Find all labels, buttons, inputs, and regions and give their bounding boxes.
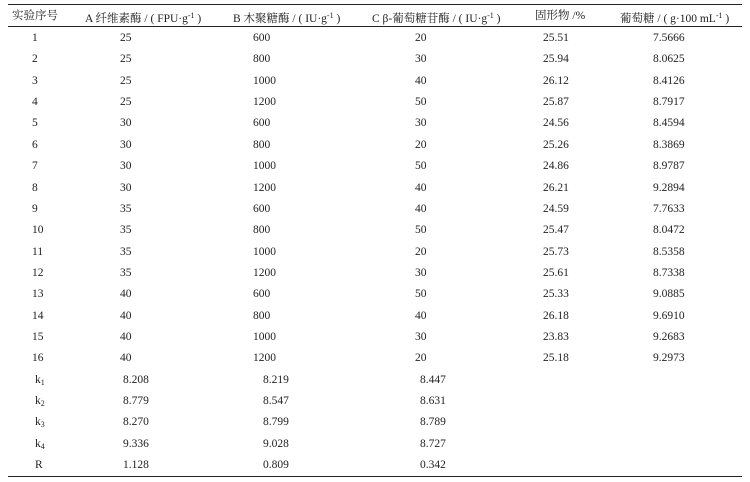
row-solid: 26.21	[543, 181, 569, 194]
summary-cellulase: 9.336	[123, 437, 149, 450]
row-glucosidase: 30	[415, 330, 427, 343]
row-glucosidase: 30	[415, 266, 427, 279]
row-glucosidase: 20	[415, 352, 427, 365]
row-xylanase: 800	[253, 309, 271, 322]
summary-label-text: k	[35, 416, 41, 429]
row-cellulase: 35	[120, 224, 132, 237]
row-xylanase: 1000	[253, 330, 276, 343]
row-cellulase: 25	[120, 53, 132, 66]
row-glucose: 9.2894	[653, 181, 685, 194]
summary-label-sub: 2	[40, 399, 45, 408]
row-solid: 24.86	[543, 160, 569, 173]
row-glucosidase: 20	[415, 32, 427, 44]
row-cellulase: 35	[120, 202, 132, 215]
table-header-rule	[8, 26, 742, 27]
row-glucose: 9.2973	[653, 352, 685, 365]
row-glucosidase: 40	[415, 309, 427, 322]
row-xylanase: 800	[253, 138, 271, 151]
row-xylanase: 1200	[253, 266, 276, 279]
summary-xylanase: 8.547	[263, 395, 289, 407]
row-cellulase: 25	[120, 32, 132, 44]
row-cellulase: 40	[120, 288, 132, 301]
row-cellulase: 35	[120, 245, 132, 258]
header-glucose-sup: -1	[715, 11, 723, 20]
row-glucosidase: 50	[415, 96, 427, 109]
row-solid: 25.73	[543, 245, 569, 258]
row-solid: 25.47	[543, 224, 569, 237]
summary-label-text: k	[35, 395, 41, 407]
header-glucose-tail: )	[722, 13, 730, 25]
row-xylanase: 1200	[253, 352, 276, 365]
summary-label-sub: 3	[40, 420, 45, 430]
row-glucose: 9.6910	[653, 309, 685, 322]
row-glucose: 8.7917	[653, 96, 685, 109]
summary-label	[35, 373, 45, 390]
row-id: 2	[32, 53, 38, 66]
summary-label	[35, 394, 45, 411]
summary-xylanase: 8.219	[263, 373, 289, 386]
row-solid: 26.18	[543, 309, 569, 322]
row-id: 13	[32, 288, 44, 301]
row-cellulase: 25	[120, 96, 132, 109]
header-id	[12, 9, 58, 23]
row-glucosidase: 40	[415, 181, 427, 194]
summary-cellulase: 1.128	[123, 459, 149, 471]
row-id: 14	[32, 309, 44, 322]
header-cellulase-sup: -1	[187, 11, 195, 20]
row-cellulase: 35	[120, 266, 132, 279]
row-glucose: 8.5358	[653, 245, 685, 258]
summary-label	[35, 458, 43, 472]
row-id: 1	[32, 32, 38, 44]
row-xylanase: 600	[253, 202, 271, 215]
row-id: 9	[32, 202, 38, 215]
row-glucose: 8.7338	[653, 266, 685, 279]
row-glucose: 9.0885	[653, 288, 685, 301]
row-solid: 25.51	[543, 32, 569, 44]
row-cellulase: 40	[120, 330, 132, 343]
row-glucosidase: 50	[415, 160, 427, 173]
header-glucosidase-sup: -1	[487, 11, 494, 20]
header-glucosidase	[372, 9, 500, 26]
header-xylanase-sup: -1	[326, 11, 334, 20]
summary-glucosidase: 0.342	[420, 459, 446, 471]
row-glucose: 8.4126	[653, 74, 685, 87]
row-glucose: 8.0625	[653, 53, 685, 66]
row-id: 8	[32, 181, 38, 194]
summary-label	[35, 415, 45, 432]
row-glucosidase: 40	[415, 74, 427, 87]
header-id-text: 实验序号	[12, 10, 58, 22]
row-xylanase: 600	[253, 32, 271, 44]
row-cellulase: 25	[120, 74, 132, 87]
row-cellulase: 40	[120, 309, 132, 322]
row-glucose: 7.7633	[653, 202, 685, 215]
header-glucosidase-tail: )	[493, 13, 501, 25]
table-top-rule	[8, 4, 742, 5]
row-glucosidase: 40	[415, 202, 427, 215]
row-glucosidase: 20	[415, 245, 427, 258]
table-bottom-rule	[8, 476, 742, 477]
row-xylanase: 600	[253, 288, 271, 301]
header-solid	[535, 9, 585, 23]
row-xylanase: 1200	[253, 181, 276, 194]
summary-glucosidase: 8.631	[420, 395, 446, 407]
row-glucosidase: 20	[415, 138, 427, 151]
summary-cellulase: 8.779	[123, 395, 149, 407]
row-id: 15	[32, 330, 44, 343]
row-xylanase: 800	[253, 224, 271, 237]
row-glucose: 8.9787	[653, 160, 685, 173]
summary-xylanase: 0.809	[263, 459, 289, 471]
header-xylanase-text: B 木聚糖酶 / ( IU·g	[233, 13, 327, 25]
row-glucosidase: 50	[415, 224, 427, 237]
summary-label-sub: 4	[40, 441, 45, 451]
header-cellulase-text: A 纤维素酶 / ( FPU·g	[85, 13, 188, 25]
summary-label-text: R	[35, 459, 43, 471]
header-glucose-text: 葡萄糖 / ( g·100 mL	[620, 13, 716, 25]
row-cellulase: 30	[120, 160, 132, 173]
row-cellulase: 30	[120, 117, 132, 130]
row-glucosidase: 50	[415, 288, 427, 301]
summary-glucosidase: 8.447	[420, 373, 446, 386]
row-glucose: 8.4594	[653, 117, 685, 130]
row-glucose: 8.3869	[653, 138, 685, 151]
row-solid: 23.83	[543, 330, 569, 343]
row-id: 6	[32, 138, 38, 151]
row-solid: 25.33	[543, 288, 569, 301]
summary-label-sub: 1	[40, 377, 45, 387]
header-xylanase-tail: )	[333, 13, 341, 25]
summary-label-text: k	[35, 373, 41, 386]
row-solid: 25.87	[543, 96, 569, 109]
row-id: 7	[32, 160, 38, 173]
row-xylanase: 1000	[253, 160, 276, 173]
summary-xylanase: 8.799	[263, 416, 289, 429]
row-id: 16	[32, 352, 44, 365]
row-solid: 25.61	[543, 266, 569, 279]
row-xylanase: 1000	[253, 74, 276, 87]
header-xylanase	[233, 9, 340, 26]
row-id: 10	[32, 224, 44, 237]
summary-glucosidase: 8.727	[420, 437, 446, 450]
summary-label-text: k	[35, 437, 41, 450]
row-xylanase: 600	[253, 117, 271, 130]
row-id: 5	[32, 117, 38, 130]
row-solid: 24.59	[543, 202, 569, 215]
header-solid-text: 固形物 /%	[535, 10, 586, 22]
row-glucose: 9.2683	[653, 330, 685, 343]
row-solid: 26.12	[543, 74, 569, 87]
row-xylanase: 1200	[253, 96, 276, 109]
row-xylanase: 800	[253, 53, 271, 66]
row-solid: 25.26	[543, 138, 569, 151]
header-cellulase	[85, 9, 201, 26]
summary-xylanase: 9.028	[263, 437, 289, 450]
row-id: 12	[32, 266, 44, 279]
row-glucosidase: 30	[415, 53, 427, 66]
row-cellulase: 30	[120, 138, 132, 151]
row-id: 11	[32, 245, 44, 258]
row-cellulase: 30	[120, 181, 132, 194]
header-glucose	[620, 9, 729, 26]
row-glucose: 7.5666	[653, 32, 685, 44]
summary-label	[35, 437, 45, 454]
row-glucosidase: 30	[415, 117, 427, 130]
header-cellulase-tail: )	[194, 13, 202, 25]
row-id: 4	[32, 96, 38, 109]
header-glucosidase-text: C β-葡萄糖苷酶 / ( IU·g	[372, 13, 488, 25]
row-id: 3	[32, 74, 38, 87]
row-solid: 24.56	[543, 117, 569, 130]
row-solid: 25.18	[543, 352, 569, 365]
summary-cellulase: 8.270	[123, 416, 149, 429]
row-cellulase: 40	[120, 352, 132, 365]
summary-glucosidase: 8.789	[420, 416, 446, 429]
row-glucose: 8.0472	[653, 224, 685, 237]
summary-cellulase: 8.208	[123, 373, 149, 386]
row-xylanase: 1000	[253, 245, 276, 258]
row-solid: 25.94	[543, 53, 569, 66]
